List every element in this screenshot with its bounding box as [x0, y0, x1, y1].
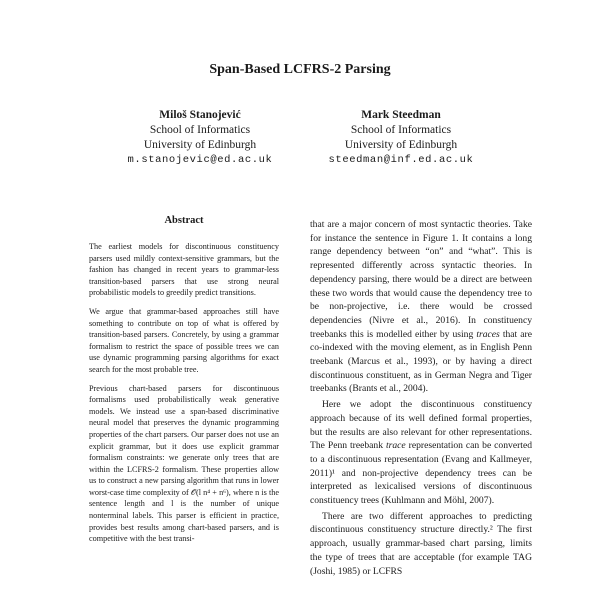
- author-block-1: [110, 108, 290, 168]
- author-block-2: [311, 108, 491, 168]
- body-column: [310, 218, 532, 580]
- abstract-column: [89, 214, 279, 552]
- author-name: Miloš Stanojević: [159, 109, 241, 121]
- body-italic-term: traces: [476, 328, 500, 340]
- body-paragraph: [310, 218, 532, 396]
- author-institution: University of Edinburgh: [143, 139, 257, 151]
- abstract-heading: Abstract: [164, 215, 204, 226]
- author-affiliation: School of Informatics: [350, 124, 452, 136]
- abstract-paragraph: We argue that grammar-based approaches still have something to contribute on top of what is offered by transition-based parsers. Concretely, by using a grammar formalism to restrict the space of possible trees we can use dynamic programming parsing algorithms for exact search for the most probable tree.: [89, 306, 279, 374]
- abstract-paragraph: The earliest models for discontinuous constituency parsers used mildly context-sensitive grammars, but the fashion has changed in recent years to grammar-less transition-based parsers that use strong neural probabilistic models to greedily predict transitions.: [89, 242, 279, 298]
- body-text: that are co-indexed with the moving element, as in English Penn treebank (Marcus et al., 1993), or by having a direct discontinuous constituent, as in German Negra and Tiger treebanks (Brants et al., 2004).: [310, 328, 532, 395]
- body-paragraph: [310, 398, 532, 508]
- author-email[interactable]: m.stanojevic@ed.ac.uk: [127, 154, 273, 166]
- author-affiliation: School of Informatics: [149, 124, 251, 136]
- body-text: that are a major concern of most syntactic theories. Take for instance the sentence in Figure 1. It contains a long range dependency between “on” and “what”. This is represented differently across syntactic theories. In dependency parsing, there would be a direct are between these two words that would cause the dependency tree to be non-projective, i.e. there would be crossed dependencies (Nivre et al., 2016). In constituency treebanks this is modelled either by using: [310, 219, 532, 340]
- paper-title: Span-Based LCFRS-2 Parsing: [209, 62, 391, 77]
- author-email[interactable]: steedman@inf.ed.ac.uk: [328, 154, 474, 166]
- body-paragraph: There are two different approaches to predicting discontinuous constituency structure directly.² The first approach, usually grammar-based chart parsing, limits the type of trees that are acceptable (for example TAG (Joshi, 1985) or LCFRS: [310, 510, 532, 577]
- body-text: Here we adopt the discontinuous constituency approach because of its well defined formal properties, but the results are also relevant for other representations. The Penn treebank: [310, 399, 532, 452]
- body-text: representation can be converted to a discontinuous representation (Evang and Kallmeyer, 2011)¹ and non-projective dependency trees can be interpreted as lexicalised versions of discontinuous constituency trees (Kuhlmann and Möhl, 2007).: [310, 440, 532, 507]
- author-name: Mark Steedman: [361, 109, 441, 121]
- author-institution: University of Edinburgh: [344, 139, 458, 151]
- abstract-paragraph: Previous chart-based parsers for discontinuous formalisms used probabilistically weak generative models. We instead use a span-based discriminative neural model that preserves the dynamic programming properties of the chart parsers. Our parser does not use an explicit grammar, but it does use explicit grammar formalism constraints: we generate only trees that are within the LCFRS-2 formalism. These properties allow us to construct a new parsing algorithm that runs in lower worst-case time complexity of 𝒪(l n⁴ + n⁶), where n is the sentence length and l is the number of unique nonterminal labels. This parser is efficient in practice, provides best results among chart-based parsers, and is competitive with the best transi-: [89, 383, 279, 544]
- body-italic-term: trace: [385, 440, 406, 452]
